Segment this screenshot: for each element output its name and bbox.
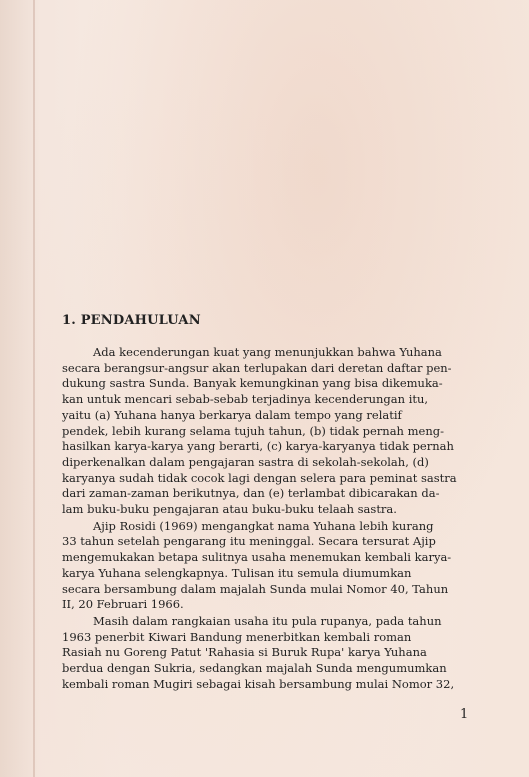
page-number: 1 bbox=[460, 707, 469, 722]
text-line: lam buku-buku pengajaran atau buku-buku telaah sastra. bbox=[62, 502, 397, 517]
body-text bbox=[62, 345, 468, 693]
text-line: dukung sastra Sunda. Banyak kemungkinan yang bisa dikemuka- bbox=[62, 376, 443, 391]
text-line: berdua dengan Sukria, sedangkan majalah Sunda mengumumkan bbox=[62, 661, 447, 676]
text-line: Masih dalam rangkaian usaha itu pula rupanya, pada tahun bbox=[93, 613, 442, 628]
text-line: yaitu (a) Yuhana hanya berkarya dalam tempo yang relatif bbox=[62, 407, 402, 422]
text-line: pendek, lebih kurang selama tujuh tahun, (b) tidak pernah meng- bbox=[62, 423, 444, 438]
text-line: II, 20 Februari 1966. bbox=[62, 597, 184, 612]
text-line: kan untuk mencari sebab-sebab terjadinya kecenderungan itu, bbox=[62, 392, 429, 407]
text-line: karya Yuhana selengkapnya. Tulisan itu semula diumumkan bbox=[62, 565, 412, 580]
text-line: secara berangsur-angsur akan terlupakan dari deretan daftar pen- bbox=[62, 360, 452, 375]
section-heading: 1. PENDAHULUAN bbox=[62, 313, 201, 328]
text-line: mengemukakan betapa sulitnya usaha menemukan kembali karya- bbox=[62, 550, 452, 565]
paragraph-3 bbox=[62, 614, 468, 693]
text-line: diperkenalkan dalam pengajaran sastra di sekolah-sekolah, (d) bbox=[62, 454, 429, 469]
text-line: Rasiah nu Goreng Patut 'Rahasia si Buruk Rupa' karya Yuhana bbox=[62, 645, 427, 660]
page-binding-edge bbox=[33, 0, 35, 777]
text-line: dari zaman-zaman berikutnya, dan (e) terlambat dibicarakan da- bbox=[62, 486, 440, 501]
text-line: Ada kecenderungan kuat yang menunjukkan bahwa Yuhana bbox=[93, 345, 442, 359]
text-line: karyanya sudah tidak cocok lagi dengan selera para peminat sastra bbox=[62, 470, 457, 485]
text-line: 1963 penerbit Kiwari Bandung menerbitkan kembali roman bbox=[62, 629, 412, 644]
text-line: 33 tahun setelah pengarang itu meninggal. Secara tersurat Ajip bbox=[62, 534, 436, 549]
text-line: hasilkan karya-karya yang berarti, (c) karya-karyanya tidak pernah bbox=[62, 439, 454, 454]
paragraph-1 bbox=[62, 345, 468, 518]
text-line: Ajip Rosidi (1969) mengangkat nama Yuhana lebih kurang bbox=[93, 518, 434, 533]
text-line: kembali roman Mugiri sebagai kisah bersambung mulai Nomor 32, bbox=[62, 676, 455, 691]
paragraph-2 bbox=[62, 519, 468, 613]
text-line: secara bersambung dalam majalah Sunda mulai Nomor 40, Tahun bbox=[62, 581, 449, 596]
